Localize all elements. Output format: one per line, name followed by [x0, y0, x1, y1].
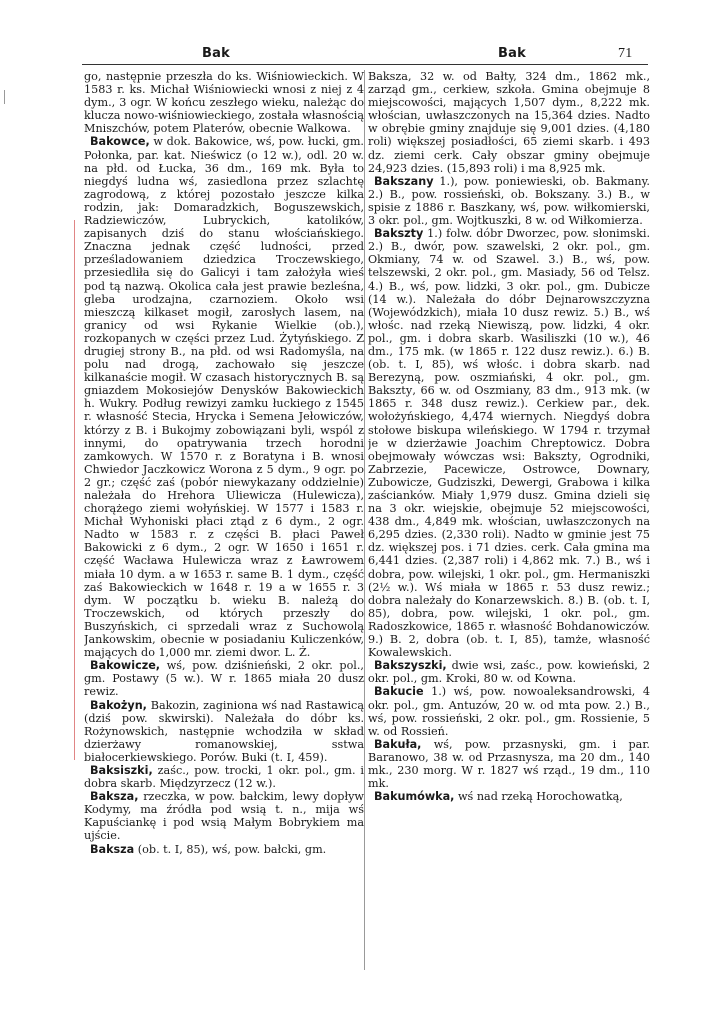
entry-text: wś, pow. dziśnieński, 2 okr. pol., gm. Postawy (5 w.). W r. 1865 miała 20 dusz rewiz. [84, 659, 364, 699]
entry-headword: Bakumówka, [374, 790, 455, 804]
entry-text: Bakozin, zaginiona wś nad Rastawicą (dziś pow. skwirski). Należała do dóbr ks. Rożynowskich, następnie wchodziła w skład dzierżawy romanowskiej, sstwa białocerkiewskiego. Porów. Buki (t. I, 459). [84, 698, 364, 764]
entry-headword: Bakszyszki, [374, 659, 447, 673]
dictionary-entry [368, 659, 650, 685]
entry-text: Baksza, 32 w. od Bałty, 324 dm., 1862 mk., zarząd gm., cerkiew, szkoła. Gmina obejmuje 8 miejscowości, mających 1,507 dym., 8,222 mk. włościan, uwłaszczonych na 15,364 dzies. Nadto w obrębie gminy znajduje się 9,001 dzies. (4,180 roli) większej posiadłości, 65 ziemi skarb. i 493 dz. ziemi cerk. Cały obszar gminy obejmuje 24,923 dzies. (15,893 roli) i ma 8,925 mk. [368, 70, 650, 175]
entry-headword: Bakowce, [90, 135, 150, 149]
dictionary-entry [84, 764, 364, 790]
dictionary-entry [368, 685, 650, 737]
entry-headword: Baksiszki, [90, 763, 153, 777]
page-number: 71 [618, 46, 633, 61]
dictionary-entry [84, 135, 364, 659]
entry-text: go, następnie przeszła do ks. Wiśniowieckich. W 1583 r. ks. Michał Wiśniowiecki wnosi z niej z 4 dym., 3 ogr. W końcu zeszłego wieku, należąc do klucza nowo-wiśniowieckiego, została własnością Mniszchów, potem Platerów, obecnie Walkowa. [84, 70, 364, 136]
dictionary-entry [84, 659, 364, 698]
entry-headword: Bakowicze, [90, 659, 161, 673]
entry-headword: Bakszany [374, 174, 434, 188]
header-rule [82, 64, 648, 65]
entry-text: wś, pow. przasnyski, gm. i par. Baranowo, 38 w. od Przasnysza, ma 20 dm., 140 mk., 230 morg. W r. 1827 wś rząd., 19 dm., 110 mk. [368, 737, 650, 791]
entry-headword: Bakucie [374, 685, 424, 699]
dictionary-entry [84, 699, 364, 764]
dictionary-entry [368, 227, 650, 659]
running-head-left: Bak [202, 46, 230, 61]
entry-text: dwie wsi, zaśc., pow. kowieński, 2 okr. pol., gm. Kroki, 80 w. od Kowna. [368, 659, 650, 686]
entry-text: wś nad rzeką Horochowatką, [454, 790, 623, 804]
entry-continuation [84, 70, 364, 135]
entry-text: 1.) folw. dóbr Dworzec, pow. słonimski. 2.) B., dwór, pow. szawelski, 2 okr. pol., gm. Okmiany, 74 w. od Szawel. 3.) B., wś, pow. telszewski, 2 okr. pol., gm. Masiady, 56 od Telsz. 4.) B., wś, pow. lidzki, 3 okr. pol., gm. Dubicze (14 w.). Należała do dóbr Dejnarowszczyzna (Wojewódzkich), miała 10 dusz rewiz. 5.) B., wś włośc. nad rzeką Niewiszą, pow. lidzki, 4 okr. pol., gm. i dobra skarb. Wasiliszki (10 w.), 46 dm., 175 mk. (w 1865 r. 122 dusz rewiz.). 6.) B. (ob. t. I, 85), wś włośc. i dobra skarb. nad Berezyną, pow. oszmiański, 4 okr. pol., gm. Baksztу, 66 w. od Oszmiany, 83 dm., 913 mk. (w 1865 r. 348 dusz rewiz.). Cerkiew par., dek. wołożyńskiego, 4,474 wiernych. Niegdyś dobra stołowe biskupa wileńskiego. W 1794 r. trzymał je w dzierżawie Joachim Chreptowicz. Dobra obejmowały wówczas wsi: Baksztу, Ogrodniki, Zabrzezie, Pacewicze, Ostrowce, Downary, Zubowicze, Gudziszki, Dewergi, Grabowa i kilka zaścianków. Miały 1,979 dusz. Gmina dzieli się na 3 okr. wiejskie, obejmuje 52 miejscowości, 438 dm., 4,849 mk. włościan, uwłaszczonych na 6,295 dzies. (2,330 roli). Nadto w gminie jest 75 dz. większej pos. i 71 dzies. cerk. Cała gmina ma 6,441 dzies. (2,387 roli) i 4,862 mk. 7.) B., wś i dobra, pow. wilejski, 1 okr. pol., gm. Hermaniszki (2½ w.). Wś miała w 1865 r. 53 dusz rewiz.; dobra należały do Konarzewskich. 8.) B. (ob. t. I, 85), dobra, pow. wilejski, 1 okr. pol., gm. Radoszkowice, 1865 r. własność Bohdanowiczów. 9.) B. 2, dobra (ob. t. I, 85), tamże, własność Kowalewskich. [368, 227, 650, 660]
entry-text: w dok. Bakowice, wś, pow. łucki, gm. Połonka, par. kat. Nieświcz (o 12 w.), odl. 20 w. na płd. od Łucka, 36 dm., 169 mk. Była to niegdyś ludna wś, zasiedlona przez szlachtę zagrodową, z której pozostało jeszcze kilka rodzin, jak: Domaradzkich, Boguszewskich, Radziewiczów, Lubryckich, katolików, zapisanych dziś do stanu włościańskiego. Znaczna jednak część ludności, przed prześladowaniem dziedzica Troczewskiego, przesiedliła się do Galicyi i tam założyła wieś pod tą nazwą. Okolica cała jest prawie bezleśna, gleba urodzajna, czarnoziem. Około wsi mieszczą kilkaset mogił, zarosłych lasem, na granicy od wsi Rykanie Wielkie (ob.), rozkopanych w części przez Lud. Żytyńskiego. Z drugiej strony B., na płd. od wsi Radomyśla, na polu nad drogą, zachowało się jeszcze kilkanaście mogił. W czasach historycznych B. są gniazdem Mokosiejów Denysków Bakowieckich h. Wukry. Podług rewizyi zamku łuckiego z 1545 r. własność Stecia, Hrycka i Semena Jełowiczów, którzy z B. i Bukojmy zobowiązani byli, wspól z innymi, do opatrywania trzech horodni zamkowych. W 1570 r. z Boratyna i B. wnosi Chwiedor Jaczkowicz Worona z 5 dym., 9 ogr. po 2 gr.; część zaś (pobór niewykazany oddzielnie) należała do Hrehora Uliewicza (Hulewicza), chorążego ziemi wołyńskiej. W 1577 i 1583 r. Michał Wyhoniski płaci ztąd z 6 dym., 2 ogr. Nadto w 1583 r. z części B. płaci Paweł Bakowicki z 6 dym., 2 ogr. W 1650 i 1651 r. część Wacława Hulewicza wraz z Ławrowem miała 10 dym. a w 1653 r. same B. 1 dym., część zaś Bakowieckich w 1648 r. 19 a w 1655 r. 3 dym. W początku b. wieku B. należą do Troczewskich, od których przeszły do Buszyńskich, ci sprzedali wraz z Suchowolą Jankowskim, obecnie w posiadaniu Kuliczenków, mających do 1,000 mr. ziemi dwor. L. Ż. [84, 135, 364, 660]
margin-pencil-mark [74, 220, 75, 760]
entry-headword: Bakożyn, [90, 698, 147, 712]
entry-headword: Baksza [90, 842, 135, 856]
page-header [0, 40, 720, 64]
entry-headword: Bakuła, [374, 737, 422, 751]
dictionary-entry [84, 790, 364, 842]
right-column [368, 70, 650, 1000]
running-head-right: Bak [498, 46, 526, 61]
entry-headword: Baksza, [90, 790, 139, 804]
dictionary-entry [368, 738, 650, 790]
entry-text: (ob. t. I, 85), wś, pow. bałcki, gm. [134, 842, 327, 856]
entry-text: rzeczka, w pow. bałckim, lewy dopływ Kodymy, ma źródła pod wsią t. n., mija wś Kapuściankę i pod wsią Małym Bobrykiem ma ujście. [84, 790, 364, 843]
entry-headword: Baksztу [374, 227, 424, 241]
entry-text: 1.), pow. poniewieski, ob. Bakmany. 2.) B., pow. rossieński, ob. Bokszany. 3.) B., w spisie z 1886 r. Baszkany, wś, pow. wiłkomierski, 3 okr. pol., gm. Wojtkuszki, 8 w. od Wiłkomierza. [368, 174, 650, 228]
entry-continuation [368, 70, 650, 175]
entry-text: 1.) wś, pow. nowoaleksandrowski, 4 okr. pol., gm. Antuzów, 20 w. od mta pow. 2.) B., wś, pow. rossieński, 2 okr. pol., gm. Rossienie, 5 w. od Rossień. [368, 685, 650, 738]
left-column [84, 70, 364, 1000]
dictionary-entry [84, 843, 364, 856]
margin-tick [4, 90, 5, 104]
entry-text: zaśc., pow. trocki, 1 okr. pol., gm. i dobra skarb. Międzyrzecz (12 w.). [84, 763, 364, 791]
dictionary-entry [368, 175, 650, 227]
dictionary-entry [368, 790, 650, 803]
column-divider [364, 70, 365, 970]
